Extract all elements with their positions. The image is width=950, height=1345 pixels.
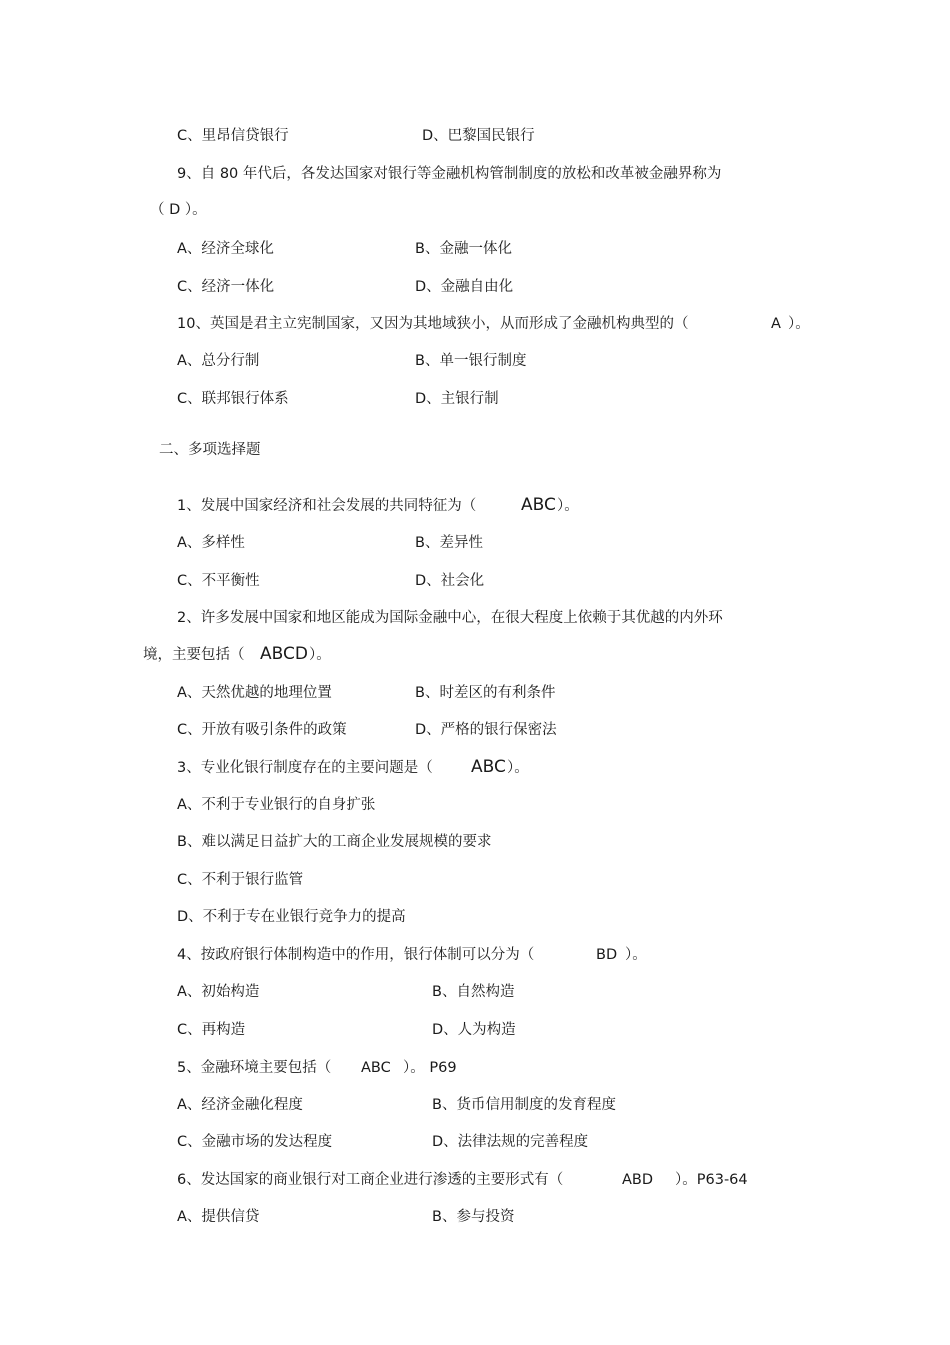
option-a: A、总分行制: [177, 353, 260, 369]
question-stem-end: ）。: [309, 647, 331, 663]
option-b: B、难以满足日益扩大的工商企业发展规模的要求: [177, 834, 492, 850]
answer: A: [771, 316, 781, 332]
question-stem: 3、专业化银行制度存在的主要问题是（: [177, 760, 433, 776]
option-b: B、自然构造: [432, 984, 515, 1000]
option-b: B、时差区的有利条件: [415, 685, 556, 701]
option-d: D、人为构造: [432, 1022, 516, 1038]
answer: ABC: [521, 495, 556, 515]
answer: ABC: [471, 757, 506, 777]
option-d: D、主银行制: [415, 391, 499, 407]
question-stem: 2、许多发展中国家和地区能成为国际金融中心，在很大程度上依赖于其优越的内外环: [177, 610, 723, 626]
option-c: C、不平衡性: [177, 573, 260, 589]
option-d: D、社会化: [415, 573, 485, 589]
question-stem-end: ）。: [625, 947, 647, 963]
answer: ABD: [622, 1172, 654, 1188]
option-d: D、严格的银行保密法: [415, 722, 557, 738]
option-a: A、天然优越的地理位置: [177, 685, 332, 701]
question-stem: 1、发展中国家经济和社会发展的共同特征为（: [177, 498, 477, 514]
option-c: C、再构造: [177, 1022, 246, 1038]
option-b: B、货币信用制度的发育程度: [432, 1097, 616, 1113]
option-a: A、不利于专业银行的自身扩张: [177, 797, 376, 813]
option-d: D、不利于专在业银行竞争力的提高: [177, 909, 406, 925]
answer: BD: [596, 947, 618, 963]
question-stem-end: ）。: [557, 498, 579, 514]
option-c: C、经济一体化: [177, 279, 275, 295]
option-a: A、经济金融化程度: [177, 1097, 303, 1113]
question-stem-end: ）。P63-64: [675, 1172, 748, 1188]
option-c: C、联邦银行体系: [177, 391, 289, 407]
option-c: C、不利于银行监管: [177, 872, 304, 888]
question-stem-end: ）。: [507, 760, 529, 776]
question-stem-end: ）。: [788, 316, 810, 332]
answer: ABC: [361, 1060, 391, 1076]
question-stem-continued: （ D ）。: [150, 202, 207, 218]
option-c: C、开放有吸引条件的政策: [177, 722, 347, 738]
option-c: C、金融市场的发达程度: [177, 1134, 333, 1150]
question-stem-end: ）。 P69: [403, 1060, 457, 1076]
section-title: 二、多项选择题: [159, 442, 261, 458]
option-a: A、多样性: [177, 535, 245, 551]
option-b: B、单一银行制度: [415, 353, 527, 369]
question-stem: 10、英国是君主立宪制国家，又因为其地域狭小，从而形成了金融机构典型的（: [177, 316, 689, 332]
question-stem: 4、按政府银行体制构造中的作用，银行体制可以分为（: [177, 947, 535, 963]
option-a: A、初始构造: [177, 984, 260, 1000]
question-stem-continued: 境，主要包括（: [143, 647, 245, 663]
option-a: A、提供信贷: [177, 1209, 260, 1225]
option-d: D、巴黎国民银行: [422, 128, 535, 144]
question-stem: 9、自 80 年代后，各发达国家对银行等金融机构管制制度的放松和改革被金融界称为: [177, 166, 722, 182]
question-stem: 6、发达国家的商业银行对工商企业进行渗透的主要形式有（: [177, 1172, 564, 1188]
answer: ABCD: [260, 644, 308, 664]
option-a: A、经济全球化: [177, 241, 274, 257]
option-b: B、差异性: [415, 535, 483, 551]
option-b: B、参与投资: [432, 1209, 515, 1225]
option-d: D、金融自由化: [415, 279, 514, 295]
option-c: C、里昂信贷银行: [177, 128, 289, 144]
option-b: B、金融一体化: [415, 241, 512, 257]
question-stem: 5、金融环境主要包括（: [177, 1060, 332, 1076]
option-d: D、法律法规的完善程度: [432, 1134, 589, 1150]
